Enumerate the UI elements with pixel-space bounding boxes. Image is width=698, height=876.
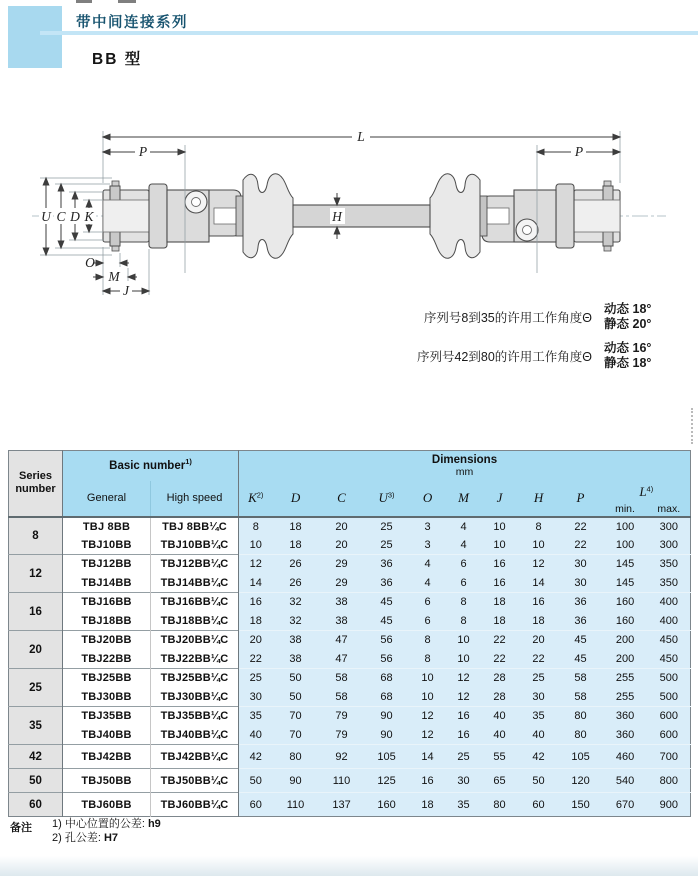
dim-value-cell: 68 bbox=[365, 688, 409, 707]
dim-value-cell: 10 bbox=[447, 650, 481, 669]
dim-value-cell: 360 bbox=[603, 726, 648, 745]
dim-value-cell: 40 bbox=[519, 726, 559, 745]
dim-value-cell: 16 bbox=[481, 555, 519, 574]
dim-value-cell: 4 bbox=[447, 517, 481, 536]
static-label: 静态 bbox=[604, 356, 630, 370]
dim-label-O: O bbox=[85, 255, 95, 270]
col-header-series-number: Series number bbox=[9, 451, 63, 517]
dim-value-cell: 60 bbox=[239, 793, 273, 817]
dim-value-cell: 32 bbox=[273, 593, 319, 612]
model-general-cell: TBJ10BB bbox=[63, 536, 151, 555]
dim-value-cell: 45 bbox=[365, 593, 409, 612]
dim-value-cell: 22 bbox=[559, 517, 603, 536]
dim-value-cell: 40 bbox=[239, 726, 273, 745]
dim-value-cell: 22 bbox=[559, 536, 603, 555]
dim-label-H: H bbox=[332, 209, 342, 224]
scan-artifact bbox=[691, 408, 698, 444]
model-general-cell: TBJ18BB bbox=[63, 612, 151, 631]
dim-value-cell: 45 bbox=[559, 631, 603, 650]
series-number-cell: 25 bbox=[9, 669, 63, 707]
dim-value-cell: 12 bbox=[409, 726, 447, 745]
dim-value-cell: 25 bbox=[519, 669, 559, 688]
dim-value-cell: 20 bbox=[239, 631, 273, 650]
dim-label-P-left: P bbox=[138, 144, 148, 159]
universal-joint-right bbox=[430, 174, 620, 258]
technical-drawing bbox=[0, 105, 698, 305]
dim-value-cell: 400 bbox=[648, 593, 691, 612]
dim-value-cell: 6 bbox=[409, 593, 447, 612]
dim-value-cell: 6 bbox=[447, 574, 481, 593]
dim-value-cell: 300 bbox=[648, 517, 691, 536]
dim-value-cell: 10 bbox=[447, 631, 481, 650]
dim-value-cell: 58 bbox=[559, 669, 603, 688]
table-row bbox=[9, 536, 691, 555]
scan-artifact bbox=[118, 0, 136, 3]
dim-value-cell: 47 bbox=[319, 631, 365, 650]
dim-label-L: L bbox=[357, 129, 365, 144]
dim-value-cell: 450 bbox=[648, 650, 691, 669]
dim-value-cell: 60 bbox=[519, 793, 559, 817]
dim-value-cell: 16 bbox=[239, 593, 273, 612]
model-high-speed-cell: TBJ42BB¼C bbox=[151, 745, 239, 769]
model-high-speed-cell: TBJ60BB¼C bbox=[151, 793, 239, 817]
col-header-l-max: max. bbox=[648, 503, 691, 517]
table-row bbox=[9, 612, 691, 631]
dim-value-cell: 500 bbox=[648, 669, 691, 688]
col-header-K: $K^{2)}$ bbox=[239, 481, 273, 517]
model-high-speed-cell: TBJ 8BB¼C bbox=[151, 517, 239, 536]
dim-value-cell: 160 bbox=[365, 793, 409, 817]
dim-value-cell: 70 bbox=[273, 707, 319, 726]
dim-value-cell: 4 bbox=[409, 574, 447, 593]
header-row bbox=[9, 481, 691, 503]
model-high-speed-cell: TBJ40BB¼C bbox=[151, 726, 239, 745]
static-label: 静态 bbox=[604, 317, 630, 331]
dim-value-cell: 35 bbox=[447, 793, 481, 817]
table-body bbox=[9, 517, 691, 817]
dim-value-cell: 10 bbox=[239, 536, 273, 555]
dim-value-cell: 22 bbox=[519, 650, 559, 669]
static-value: 20° bbox=[632, 317, 652, 331]
model-general-cell: TBJ60BB bbox=[63, 793, 151, 817]
dim-value-cell: 32 bbox=[273, 612, 319, 631]
table-row bbox=[9, 650, 691, 669]
col-header-J: J bbox=[481, 481, 519, 517]
series-number-cell: 42 bbox=[9, 745, 63, 769]
note-item: 1) 中心位置的公差: h9 bbox=[52, 818, 161, 830]
dim-value-cell: 79 bbox=[319, 726, 365, 745]
dim-label-K: K bbox=[84, 209, 94, 224]
dim-value-cell: 350 bbox=[648, 574, 691, 593]
dim-label-U: U bbox=[41, 209, 51, 224]
dim-value-cell: 38 bbox=[319, 612, 365, 631]
table-row bbox=[9, 669, 691, 688]
table-row bbox=[9, 769, 691, 793]
header-row bbox=[9, 451, 691, 481]
col-header-M: M bbox=[447, 481, 481, 517]
dim-value-cell: 14 bbox=[409, 745, 447, 769]
dim-value-cell: 8 bbox=[447, 593, 481, 612]
dim-value-cell: 18 bbox=[481, 612, 519, 631]
col-header-C: C bbox=[319, 481, 365, 517]
dim-value-cell: 900 bbox=[648, 793, 691, 817]
dim-value-cell: 58 bbox=[319, 688, 365, 707]
dim-value-cell: 29 bbox=[319, 555, 365, 574]
dim-value-cell: 42 bbox=[519, 745, 559, 769]
angle-note-sentence: 序列号42到80的许用工作角度Θ bbox=[416, 350, 592, 364]
dim-value-cell: 38 bbox=[273, 631, 319, 650]
dim-value-cell: 8 bbox=[409, 650, 447, 669]
dynamic-label: 动态 bbox=[604, 302, 630, 316]
scan-artifact bbox=[76, 0, 92, 3]
dim-value-cell: 6 bbox=[409, 612, 447, 631]
dim-value-cell: 16 bbox=[447, 726, 481, 745]
dim-value-cell: 79 bbox=[319, 707, 365, 726]
intermediate-shaft bbox=[293, 205, 430, 227]
dim-value-cell: 30 bbox=[447, 769, 481, 793]
dim-value-cell: 36 bbox=[365, 555, 409, 574]
dim-value-cell: 50 bbox=[273, 669, 319, 688]
col-header-dimensions bbox=[239, 451, 691, 481]
footnotes bbox=[10, 818, 161, 845]
series-number-cell: 60 bbox=[9, 793, 63, 817]
model-high-speed-cell: TBJ50BB¼C bbox=[151, 769, 239, 793]
dim-value-cell: 10 bbox=[409, 688, 447, 707]
notes-label: 备注 bbox=[10, 822, 32, 834]
dim-value-cell: 8 bbox=[447, 612, 481, 631]
table-header bbox=[9, 451, 691, 517]
dim-value-cell: 36 bbox=[559, 593, 603, 612]
dim-value-cell: 350 bbox=[648, 555, 691, 574]
dimensions-unit: mm bbox=[455, 465, 474, 478]
series-number-cell: 8 bbox=[9, 517, 63, 555]
model-general-cell: TBJ42BB bbox=[63, 745, 151, 769]
dim-value-cell: 18 bbox=[519, 612, 559, 631]
dimensions-title: Dimensions bbox=[431, 453, 498, 466]
model-general-cell: TBJ22BB bbox=[63, 650, 151, 669]
dim-value-cell: 30 bbox=[239, 688, 273, 707]
dim-value-cell: 600 bbox=[648, 726, 691, 745]
corner-accent-block bbox=[8, 6, 62, 68]
dim-value-cell: 28 bbox=[481, 669, 519, 688]
dim-value-cell: 38 bbox=[319, 593, 365, 612]
dim-value-cell: 28 bbox=[481, 688, 519, 707]
dim-value-cell: 26 bbox=[273, 555, 319, 574]
dim-value-cell: 25 bbox=[365, 536, 409, 555]
dim-value-cell: 105 bbox=[365, 745, 409, 769]
dim-value-cell: 20 bbox=[519, 631, 559, 650]
table-row bbox=[9, 593, 691, 612]
dim-value-cell: 42 bbox=[239, 745, 273, 769]
dim-value-cell: 12 bbox=[447, 688, 481, 707]
col-header-basic-number: Basic number$^{1)}$ bbox=[63, 451, 239, 481]
angle-note-row bbox=[368, 341, 680, 371]
dim-value-cell: 22 bbox=[481, 631, 519, 650]
model-high-speed-cell: TBJ30BB¼C bbox=[151, 688, 239, 707]
dim-label-D: D bbox=[70, 209, 80, 224]
dim-value-cell: 56 bbox=[365, 631, 409, 650]
dim-value-cell: 47 bbox=[319, 650, 365, 669]
dim-value-cell: 35 bbox=[519, 707, 559, 726]
dim-value-cell: 255 bbox=[603, 669, 648, 688]
model-general-cell: TBJ12BB bbox=[63, 555, 151, 574]
model-general-cell: TBJ35BB bbox=[63, 707, 151, 726]
dim-value-cell: 12 bbox=[519, 555, 559, 574]
dim-value-cell: 80 bbox=[559, 707, 603, 726]
model-high-speed-cell: TBJ20BB¼C bbox=[151, 631, 239, 650]
dim-value-cell: 12 bbox=[239, 555, 273, 574]
dim-value-cell: 670 bbox=[603, 793, 648, 817]
dim-value-cell: 200 bbox=[603, 650, 648, 669]
model-high-speed-cell: TBJ25BB¼C bbox=[151, 669, 239, 688]
dim-value-cell: 8 bbox=[239, 517, 273, 536]
col-header-H: H bbox=[519, 481, 559, 517]
dim-value-cell: 100 bbox=[603, 517, 648, 536]
dim-value-cell: 200 bbox=[603, 631, 648, 650]
model-high-speed-cell: TBJ10BB¼C bbox=[151, 536, 239, 555]
model-high-speed-cell: TBJ16BB¼C bbox=[151, 593, 239, 612]
dim-value-cell: 12 bbox=[409, 707, 447, 726]
dim-value-cell: 4 bbox=[447, 536, 481, 555]
dim-value-cell: 12 bbox=[447, 669, 481, 688]
model-high-speed-cell: TBJ35BB¼C bbox=[151, 707, 239, 726]
dim-value-cell: 700 bbox=[648, 745, 691, 769]
dim-value-cell: 20 bbox=[319, 536, 365, 555]
dim-value-cell: 800 bbox=[648, 769, 691, 793]
dim-value-cell: 50 bbox=[273, 688, 319, 707]
dim-value-cell: 80 bbox=[273, 745, 319, 769]
dim-value-cell: 6 bbox=[447, 555, 481, 574]
notes-items bbox=[52, 818, 161, 845]
dim-value-cell: 56 bbox=[365, 650, 409, 669]
dim-value-cell: 18 bbox=[239, 612, 273, 631]
dim-value-cell: 55 bbox=[481, 745, 519, 769]
dim-value-cell: 300 bbox=[648, 536, 691, 555]
series-title: 带中间连接系列 bbox=[76, 15, 188, 31]
dim-value-cell: 36 bbox=[365, 574, 409, 593]
dim-value-cell: 18 bbox=[481, 593, 519, 612]
dim-value-cell: 137 bbox=[319, 793, 365, 817]
dim-value-cell: 30 bbox=[559, 574, 603, 593]
dim-value-cell: 255 bbox=[603, 688, 648, 707]
dim-value-cell: 540 bbox=[603, 769, 648, 793]
dim-value-cell: 25 bbox=[365, 517, 409, 536]
table-row bbox=[9, 707, 691, 726]
series-number-cell: 16 bbox=[9, 593, 63, 631]
angle-note-sentence: 序列号8到35的许用工作角度Θ bbox=[423, 311, 592, 325]
dim-value-cell: 10 bbox=[519, 536, 559, 555]
model-general-cell: TBJ20BB bbox=[63, 631, 151, 650]
dim-value-cell: 45 bbox=[559, 650, 603, 669]
dim-value-cell: 16 bbox=[481, 574, 519, 593]
table-row bbox=[9, 517, 691, 536]
col-header-l-min: min. bbox=[603, 503, 648, 517]
dim-value-cell: 38 bbox=[273, 650, 319, 669]
table-row bbox=[9, 688, 691, 707]
dim-value-cell: 16 bbox=[519, 593, 559, 612]
dim-value-cell: 18 bbox=[273, 517, 319, 536]
dim-value-cell: 58 bbox=[559, 688, 603, 707]
dynamic-value: 18° bbox=[632, 302, 652, 316]
dim-value-cell: 160 bbox=[603, 612, 648, 631]
dim-value-cell: 45 bbox=[365, 612, 409, 631]
dim-value-cell: 14 bbox=[239, 574, 273, 593]
dim-value-cell: 105 bbox=[559, 745, 603, 769]
angle-note-row bbox=[368, 302, 680, 332]
dim-value-cell: 150 bbox=[559, 793, 603, 817]
angle-note-values bbox=[604, 341, 680, 371]
dim-value-cell: 90 bbox=[273, 769, 319, 793]
series-number-cell: 35 bbox=[9, 707, 63, 745]
model-high-speed-cell: TBJ18BB¼C bbox=[151, 612, 239, 631]
dim-value-cell: 110 bbox=[319, 769, 365, 793]
col-header-O: O bbox=[409, 481, 447, 517]
dim-value-cell: 68 bbox=[365, 669, 409, 688]
static-value: 18° bbox=[632, 356, 652, 370]
dim-label-C: C bbox=[56, 209, 66, 224]
dim-value-cell: 22 bbox=[481, 650, 519, 669]
dim-value-cell: 58 bbox=[319, 669, 365, 688]
dim-value-cell: 120 bbox=[559, 769, 603, 793]
model-general-cell: TBJ30BB bbox=[63, 688, 151, 707]
dim-value-cell: 3 bbox=[409, 517, 447, 536]
dim-value-cell: 92 bbox=[319, 745, 365, 769]
table-row bbox=[9, 555, 691, 574]
table-row bbox=[9, 793, 691, 817]
model-high-speed-cell: TBJ12BB¼C bbox=[151, 555, 239, 574]
dim-value-cell: 145 bbox=[603, 574, 648, 593]
dim-value-cell: 8 bbox=[519, 517, 559, 536]
dim-value-cell: 450 bbox=[648, 631, 691, 650]
dim-value-cell: 600 bbox=[648, 707, 691, 726]
dim-value-cell: 30 bbox=[519, 688, 559, 707]
table-row bbox=[9, 745, 691, 769]
dim-value-cell: 16 bbox=[409, 769, 447, 793]
model-general-cell: TBJ 8BB bbox=[63, 517, 151, 536]
dim-value-cell: 360 bbox=[603, 707, 648, 726]
table-row bbox=[9, 574, 691, 593]
dim-value-cell: 40 bbox=[481, 707, 519, 726]
dim-value-cell: 36 bbox=[559, 612, 603, 631]
col-header-high-speed: High speed bbox=[151, 481, 239, 517]
dim-value-cell: 29 bbox=[319, 574, 365, 593]
dim-value-cell: 70 bbox=[273, 726, 319, 745]
dim-value-cell: 100 bbox=[603, 536, 648, 555]
dim-value-cell: 500 bbox=[648, 688, 691, 707]
dim-value-cell: 80 bbox=[559, 726, 603, 745]
dim-value-cell: 25 bbox=[239, 669, 273, 688]
dim-value-cell: 3 bbox=[409, 536, 447, 555]
dim-label-J: J bbox=[123, 283, 129, 298]
dim-value-cell: 20 bbox=[319, 517, 365, 536]
dim-value-cell: 50 bbox=[519, 769, 559, 793]
dim-value-cell: 110 bbox=[273, 793, 319, 817]
dim-value-cell: 26 bbox=[273, 574, 319, 593]
dim-value-cell: 50 bbox=[239, 769, 273, 793]
page-title: BB 型 bbox=[92, 51, 143, 68]
col-header-D: D bbox=[273, 481, 319, 517]
dim-value-cell: 30 bbox=[559, 555, 603, 574]
model-general-cell: TBJ14BB bbox=[63, 574, 151, 593]
dim-value-cell: 8 bbox=[409, 631, 447, 650]
series-number-cell: 20 bbox=[9, 631, 63, 669]
dim-value-cell: 25 bbox=[447, 745, 481, 769]
dim-value-cell: 460 bbox=[603, 745, 648, 769]
model-general-cell: TBJ40BB bbox=[63, 726, 151, 745]
table-row bbox=[9, 726, 691, 745]
dim-value-cell: 22 bbox=[239, 650, 273, 669]
col-header-U: $U^{3)}$ bbox=[365, 481, 409, 517]
dim-value-cell: 40 bbox=[481, 726, 519, 745]
model-general-cell: TBJ50BB bbox=[63, 769, 151, 793]
dynamic-value: 16° bbox=[632, 341, 652, 355]
dim-value-cell: 10 bbox=[481, 536, 519, 555]
dim-value-cell: 90 bbox=[365, 707, 409, 726]
model-general-cell: TBJ25BB bbox=[63, 669, 151, 688]
angle-note-values bbox=[604, 302, 680, 332]
dim-value-cell: 10 bbox=[409, 669, 447, 688]
dim-value-cell: 125 bbox=[365, 769, 409, 793]
dim-value-cell: 16 bbox=[447, 707, 481, 726]
dim-value-cell: 145 bbox=[603, 555, 648, 574]
dim-value-cell: 4 bbox=[409, 555, 447, 574]
model-general-cell: TBJ16BB bbox=[63, 593, 151, 612]
table-row bbox=[9, 631, 691, 650]
model-high-speed-cell: TBJ14BB¼C bbox=[151, 574, 239, 593]
dimensions-table bbox=[8, 450, 691, 817]
working-angle-notes bbox=[368, 302, 680, 380]
dim-value-cell: 160 bbox=[603, 593, 648, 612]
col-header-L: $L^{4)}$ bbox=[603, 481, 691, 503]
scan-artifact bbox=[0, 856, 698, 876]
dim-value-cell: 35 bbox=[239, 707, 273, 726]
dim-value-cell: 18 bbox=[273, 536, 319, 555]
dim-value-cell: 65 bbox=[481, 769, 519, 793]
dim-label-M: M bbox=[108, 269, 120, 284]
dim-value-cell: 14 bbox=[519, 574, 559, 593]
model-high-speed-cell: TBJ22BB¼C bbox=[151, 650, 239, 669]
col-header-general: General bbox=[63, 481, 151, 517]
dim-value-cell: 10 bbox=[481, 517, 519, 536]
series-number-cell: 50 bbox=[9, 769, 63, 793]
note-item: 2) 孔公差: H7 bbox=[52, 831, 119, 844]
universal-joint-left bbox=[103, 174, 293, 258]
dim-value-cell: 80 bbox=[481, 793, 519, 817]
dim-label-P-right: P bbox=[574, 144, 584, 159]
col-header-P: P bbox=[559, 481, 603, 517]
series-number-cell: 12 bbox=[9, 555, 63, 593]
dim-value-cell: 90 bbox=[365, 726, 409, 745]
dim-value-cell: 400 bbox=[648, 612, 691, 631]
dynamic-label: 动态 bbox=[604, 341, 630, 355]
dim-value-cell: 18 bbox=[409, 793, 447, 817]
